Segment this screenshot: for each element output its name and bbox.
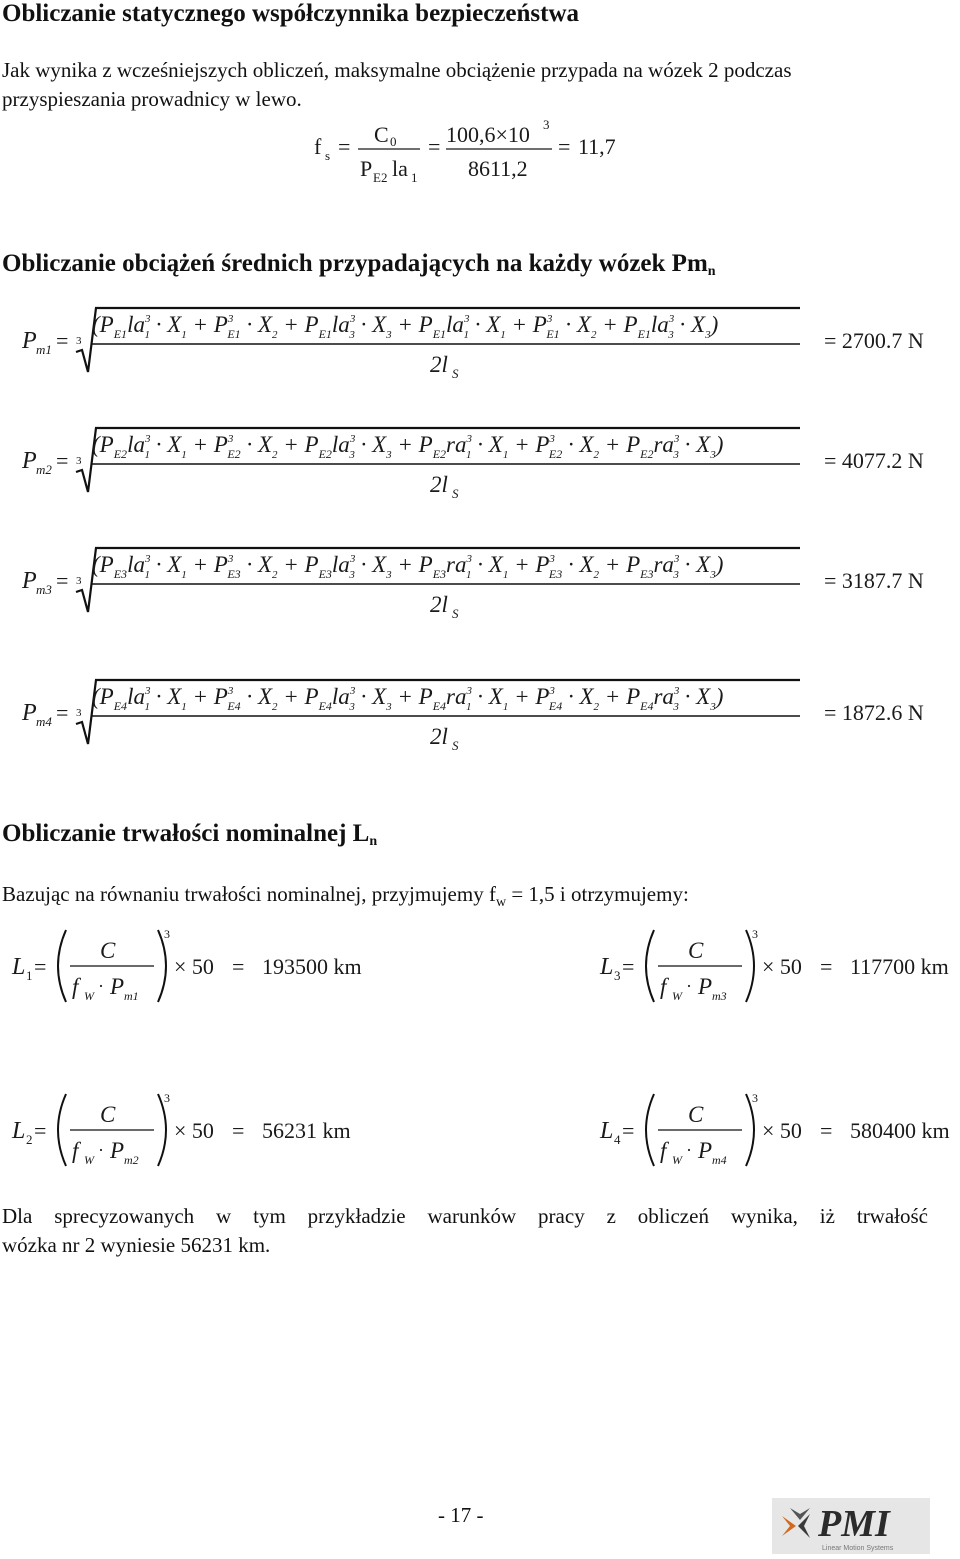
life-exponent: 3 (752, 1091, 758, 1105)
life-factor: × 50 (174, 1118, 214, 1143)
life-equals: = (34, 1118, 47, 1143)
life-result: 580400 km (850, 1118, 950, 1143)
life-den-f-sub: W (672, 989, 682, 1003)
nominal-life-para-post: = 1,5 i otrzymujemy: (506, 882, 689, 906)
c0-sub: 0 (390, 134, 397, 149)
pm-equals: = (56, 568, 69, 593)
root-index: 3 (76, 455, 82, 467)
life-den-f: f (72, 1138, 79, 1163)
la-symbol: la (392, 156, 408, 181)
root-index: 3 (76, 707, 82, 719)
pm-denominator-sub: S (452, 738, 459, 753)
pm-denominator: 2l (430, 472, 448, 497)
pm-equals: = (56, 328, 69, 353)
logo-subtitle: Linear Motion Systems (822, 1545, 894, 1552)
pm-denominator: 2l (430, 592, 448, 617)
life-den-f: f (72, 974, 79, 999)
pm-lhs: P (22, 328, 37, 354)
life-result: 193500 km (262, 954, 362, 979)
life-den-p: P (698, 974, 713, 999)
pm-denominator-sub: S (452, 606, 459, 621)
life-result: 56231 km (262, 1118, 351, 1143)
la-sub: 1 (411, 170, 418, 185)
pm-numerator: ($P_{E2}la^3$ $1 \cdot X_1 + P^3$ $E2 \cdot X_2 + P_{E2}la^3$ $3 \cdot X_3 + P_{E2}ra^3$ $1 \cdot X_1 + P^3$ $E2 \cdot X_2 + P_{E2}ra^3$ $3 \cdot X_3$) (92, 432, 724, 461)
fs-sub: s (325, 148, 331, 163)
mean-loads-title-sub: n (707, 264, 716, 279)
left-paren (58, 1094, 66, 1166)
life-den-p: P (110, 974, 125, 999)
life-dot: · (686, 1140, 692, 1160)
life-lhs: L (12, 1118, 26, 1144)
section-title-mean-loads (2, 250, 716, 280)
pm-denominator: 2l (430, 724, 448, 749)
pm-denominator-sub: S (452, 366, 459, 381)
life-equals: = (34, 954, 47, 979)
nominal-life-title-sub: n (369, 834, 378, 849)
life-result-equals: = (820, 1118, 833, 1143)
fs-result: 11,7 (578, 134, 616, 159)
pm-result: = 2700.7 N (824, 328, 924, 353)
life-factor: × 50 (762, 1118, 802, 1143)
life-equals: = (622, 1118, 635, 1143)
intro-line-1: Jak wynika z wcześniejszych obliczeń, maksymalne obciążenie przypada na wózek 2 podczas (2, 58, 792, 82)
life-dot: · (98, 976, 104, 996)
pm-lhs: P (22, 448, 37, 474)
left-paren (58, 930, 66, 1002)
life-den-p: P (698, 1138, 713, 1163)
pm-lhs: P (22, 568, 37, 594)
equals-1: = (338, 134, 351, 159)
life-formula-1 (8, 924, 372, 1008)
pm-result: = 1872.6 N (824, 700, 924, 725)
den2-value: 8611,2 (468, 156, 528, 181)
life-den-f: f (660, 974, 667, 999)
life-den-f-sub: W (84, 1153, 94, 1167)
life-dot: · (98, 1140, 104, 1160)
life-numerator: C (688, 1102, 704, 1127)
life-den-f-sub: W (672, 1153, 682, 1167)
intro-line-2: przyspieszania prowadnicy w lewo. (2, 87, 302, 111)
life-den-p-sub: m2 (124, 1153, 139, 1167)
life-den-p: P (110, 1138, 125, 1163)
life-den-p-sub: m4 (712, 1153, 727, 1167)
mean-load-formula-1 (0, 300, 960, 400)
pm-denominator-sub: S (452, 486, 459, 501)
life-den-f: f (660, 1138, 667, 1163)
section-title-nominal-life (2, 820, 377, 850)
left-paren (646, 930, 654, 1002)
pm-equals: = (56, 448, 69, 473)
life-lhs: L (600, 1118, 614, 1144)
section-title-static-safety: Obliczanie statycznego współczynnika bezpieczeństwa (2, 0, 580, 27)
life-lhs-sub: 2 (26, 1132, 33, 1147)
life-equals: = (622, 954, 635, 979)
mean-load-formula-2 (0, 420, 960, 520)
life-result-equals: = (820, 954, 833, 979)
num2-exp: 3 (543, 117, 550, 132)
pe2-symbol: P (360, 156, 373, 181)
life-result-equals: = (232, 1118, 245, 1143)
life-numerator: C (100, 1102, 116, 1127)
pmi-logo (772, 1498, 930, 1554)
nominal-life-title-text: Obliczanie trwałości nominalnej L (2, 820, 370, 847)
nominal-life-paragraph (2, 880, 689, 917)
root-index: 3 (76, 335, 82, 347)
fs-symbol: f (314, 134, 322, 159)
pe2-sub: E2 (373, 170, 388, 185)
life-formula-2 (596, 924, 960, 1008)
pmi-logo-graphic (772, 1498, 930, 1554)
life-den-p-sub: m1 (124, 989, 139, 1003)
life-factor: × 50 (762, 954, 802, 979)
static-safety-formula (0, 112, 960, 192)
life-result-equals: = (232, 954, 245, 979)
pm-denominator: 2l (430, 352, 448, 377)
pm-numerator: ($P_{E3}la^3$ $1 \cdot X_1 + P^3$ $E3 \cdot X_2 + P_{E3}la^3$ $3 \cdot X_3 + P_{E3}ra^3$ $1 \cdot X_1 + P^3$ $E3 \cdot X_2 + P_{E3}ra^3$ $3 \cdot X_3$) (92, 552, 724, 581)
life-formula-4 (596, 1088, 960, 1172)
life-numerator: C (100, 938, 116, 963)
pm-lhs-sub: m4 (36, 714, 52, 729)
life-lhs: L (12, 954, 26, 980)
pm-result: = 3187.7 N (824, 568, 924, 593)
pm-lhs: P (22, 700, 37, 726)
conclusion-line-2: wózka nr 2 wyniesie 56231 km. (2, 1233, 271, 1257)
logo-text: PMI (818, 1503, 890, 1545)
life-exponent: 3 (164, 1091, 170, 1105)
num2-value: 100,6×10 (446, 122, 530, 147)
conclusion-paragraph (2, 1202, 928, 1260)
pm-lhs-sub: m3 (36, 582, 52, 597)
page-number: - 17 - (438, 1503, 484, 1527)
life-lhs: L (600, 954, 614, 980)
pm-result: = 4077.2 N (824, 448, 924, 473)
left-paren (646, 1094, 654, 1166)
life-numerator: C (688, 938, 704, 963)
life-exponent: 3 (752, 927, 758, 941)
life-factor: × 50 (174, 954, 214, 979)
pm-lhs-sub: m2 (36, 462, 52, 477)
equals-2: = (428, 134, 441, 159)
conclusion-line-1: Dla sprecyzowanych w tym przykładzie warunków pracy z obliczeń wynika, iż trwałość (2, 1204, 928, 1228)
life-lhs-sub: 4 (614, 1132, 621, 1147)
life-formula-3 (8, 1088, 372, 1172)
c0-symbol: C (374, 122, 389, 147)
life-result: 117700 km (850, 954, 949, 979)
root-index: 3 (76, 575, 82, 587)
nominal-life-para-sub: w (495, 895, 507, 911)
nominal-life-para-pre: Bazując na równaniu trwałości nominalnej, przyjmujemy f (2, 882, 496, 906)
mean-load-formula-4 (0, 672, 960, 772)
intro-paragraph (2, 56, 952, 114)
life-den-p-sub: m3 (712, 989, 727, 1003)
equals-3: = (558, 134, 571, 159)
life-dot: · (686, 976, 692, 996)
life-lhs-sub: 3 (614, 968, 621, 983)
pm-numerator: ($P_{E4}la^3$ $1 \cdot X_1 + P^3$ $E4 \cdot X_2 + P_{E4}la^3$ $3 \cdot X_3 + P_{E4}ra^3$ $1 \cdot X_1 + P^3$ $E4 \cdot X_2 + P_{E4}ra^3$ $3 \cdot X_3$) (92, 684, 724, 713)
life-den-f-sub: W (84, 989, 94, 1003)
pm-numerator: ($P_{E1}la^3$ $1 \cdot X_1 + P^3$ $E1 \cdot X_2 + P_{E1}la^3$ $3 \cdot X_3 + P_{E1}la^3$ $1 \cdot X_1 + P^3$ $E1 \cdot X_2 + P_{E1}la^3$ $3 \cdot X_3$) (92, 312, 719, 341)
life-lhs-sub: 1 (26, 968, 33, 983)
pm-lhs-sub: m1 (36, 342, 52, 357)
mean-loads-title-text: Obliczanie obciążeń średnich przypadających na każdy wózek Pm (2, 250, 708, 277)
life-exponent: 3 (164, 927, 170, 941)
mean-load-formula-3 (0, 540, 960, 640)
pm-equals: = (56, 700, 69, 725)
